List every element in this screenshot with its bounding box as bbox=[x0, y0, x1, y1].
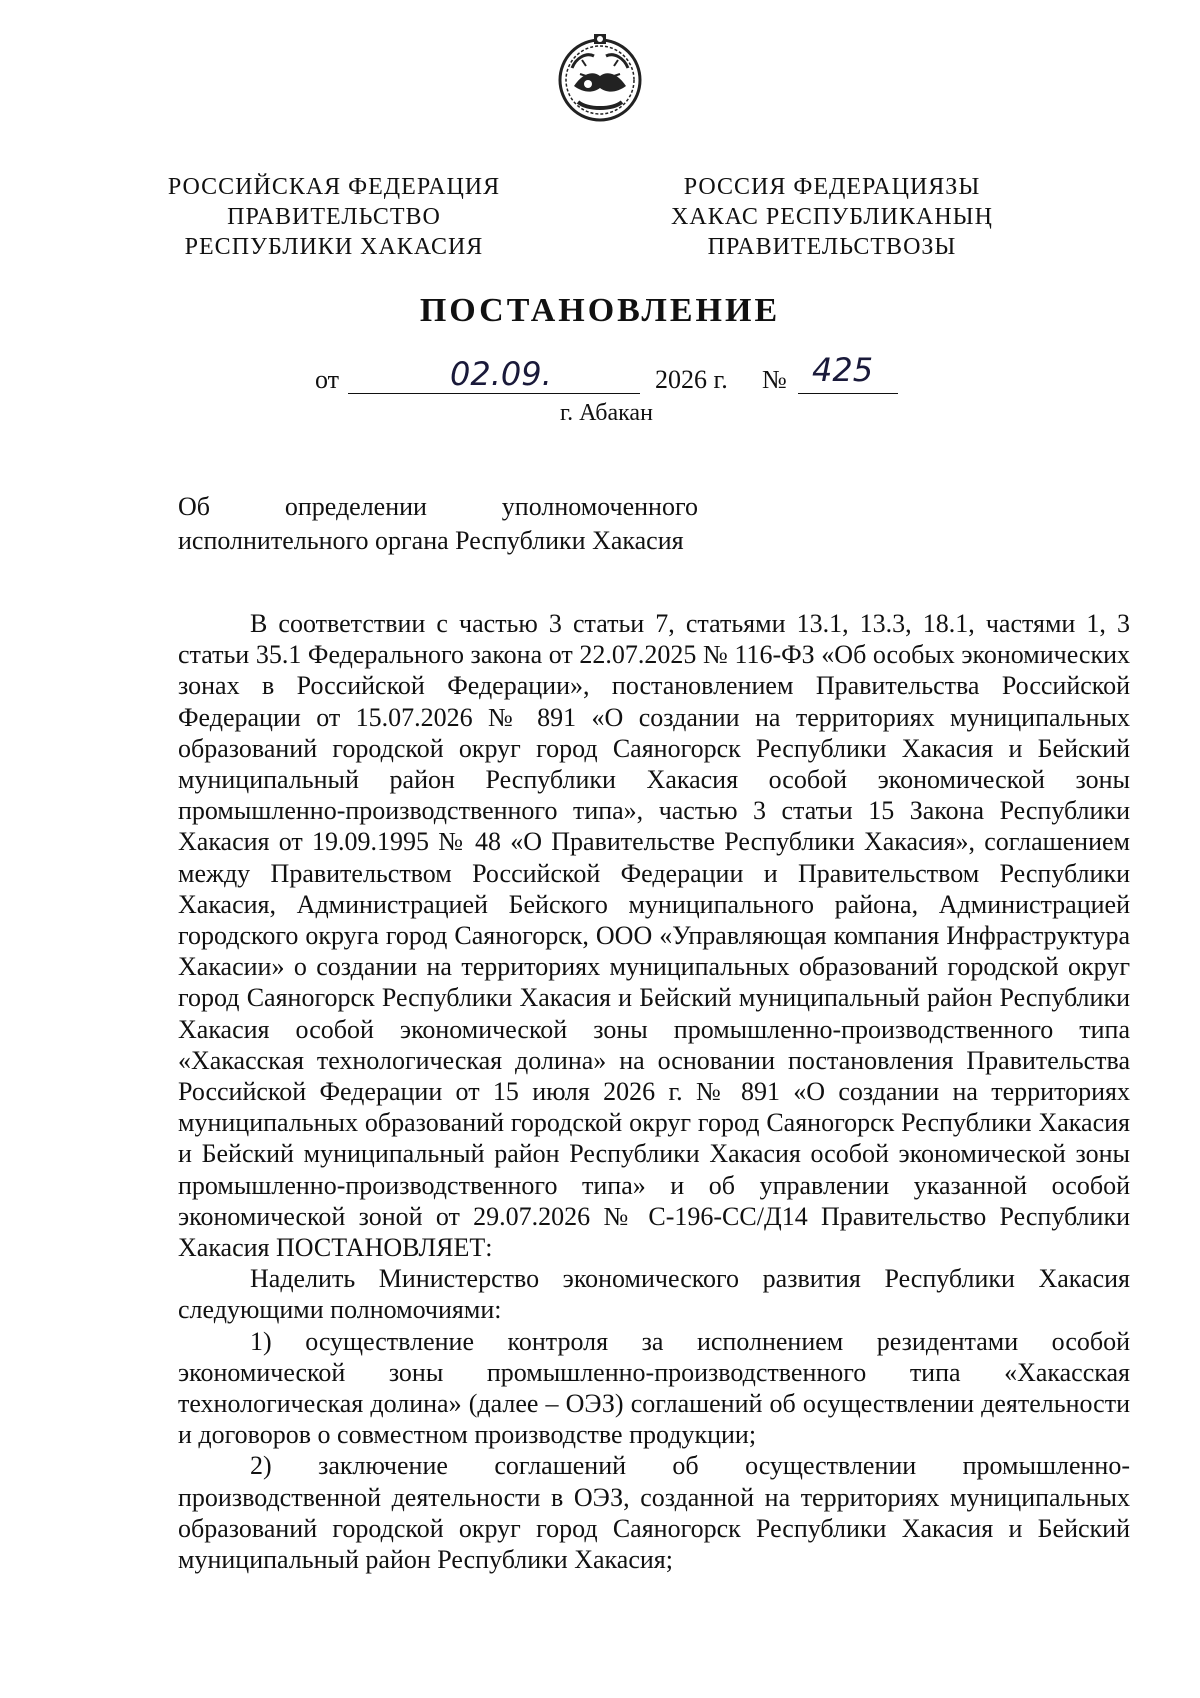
body-paragraph: В соответствии с частью 3 статьи 7, статьями 13.1, 13.3, 18.1, частями 1, 3 статьи 35.1 Федерального закона от 22.07.2025 № 116-ФЗ «Об особых экономических зонах в Российской Федерации», постановлением Правительства Российской Федерации от 15.07.2026 № 891 «О создании на территориях муниципальных образований городской округ город Саяногорск Республики Хакасия и Бейский муниципальный район Республики Хакасия особой экономической зоны промышленно-производственного типа», частью 3 статьи 15 Закона Республики Хакасия от 19.09.1995 № 48 «О Правительстве Республики Хакасия», соглашением между Правительством Российской Федерации и Правительством Республики Хакасия, Администрацией Бейского муниципального района, Администрацией городского округа город Саяногорск, ООО «Управляющая компания Инфраструктура Хакасии» о создании на территориях муниципальных образований городской округ город Саяногорск Республики Хакасия и Бейский муниципальный район Республики Хакасия особой экономической зоны промышленно-производственного типа «Хакасская технологическая долина» на основании постановления Правительства Российской Федерации от 15 июля 2026 г. № 891 «О создании на территориях муниципальных образований городской округ город Саяногорск Республики Хакасия и Бейский муниципальный район Республики Хакасия особой экономической зоны промышленно-производственного типа» и об управлении указанной особой экономической зоной от 29.07.2026 № С-196-СС/Д14 Правительство Республики Хакасия ПОСТАНОВЛЯЕТ: bbox=[178, 609, 1130, 1263]
header-right-line: ПРАВИТЕЛЬСТВОЗЫ bbox=[707, 234, 957, 260]
subject-line-1 bbox=[178, 490, 698, 524]
body-paragraph: 1) осуществление контроля за исполнением резидентами особой экономической зоны промышленно-производственного типа «Хакасская технологическая долина» (далее – ОЭЗ) соглашений об осуществлении деятельности и договоров о совместном производстве продукции; bbox=[178, 1326, 1130, 1450]
header-left-line: РОССИЙСКАЯ ФЕДЕРАЦИЯ bbox=[167, 174, 501, 200]
document-subject bbox=[178, 490, 698, 558]
body-paragraph: 2) заключение соглашений об осуществлении промышленно-производственной деятельности в ОЭЗ, созданной на территориях муниципальных образований городской округ город Саяногорск Республики Хакасия и Бейский муниципальный район Республики Хакасия; bbox=[178, 1451, 1130, 1575]
header-right-block bbox=[652, 172, 1012, 262]
header-right-line: РОССИЯ ФЕДЕРАЦИЯЗЫ bbox=[683, 174, 981, 200]
document-body bbox=[178, 608, 1130, 1575]
date-underline bbox=[348, 393, 640, 394]
header-left-line: ПРАВИТЕЛЬСТВО bbox=[227, 204, 441, 230]
coat-of-arms-icon bbox=[552, 30, 648, 126]
header-right-line: ХАКАС РЕСПУБЛИКАНЫҢ bbox=[671, 204, 993, 230]
subject-word: Об bbox=[178, 492, 211, 521]
city-name: г. Абакан bbox=[560, 400, 653, 426]
document-year: 2026 г. bbox=[655, 365, 728, 394]
number-sign: № bbox=[762, 365, 787, 394]
date-prefix: от bbox=[315, 365, 340, 394]
header-left-block bbox=[154, 172, 514, 262]
header-left-line: РЕСПУБЛИКИ ХАКАСИЯ bbox=[184, 234, 484, 260]
subject-line-2: исполнительного органа Республики Хакасия bbox=[178, 526, 684, 555]
number-underline bbox=[798, 393, 898, 394]
date-number-line bbox=[0, 351, 1200, 395]
subject-word: определении bbox=[284, 492, 427, 521]
subject-word: уполномоченного bbox=[501, 492, 698, 521]
document-type-title: ПОСТАНОВЛЕНИЕ bbox=[419, 292, 781, 329]
body-paragraph: Наделить Министерство экономического развития Республики Хакасия следующими полномочиями: bbox=[178, 1264, 1130, 1325]
handwritten-date: 02.09. bbox=[450, 355, 552, 393]
handwritten-number: 425 bbox=[812, 351, 874, 389]
